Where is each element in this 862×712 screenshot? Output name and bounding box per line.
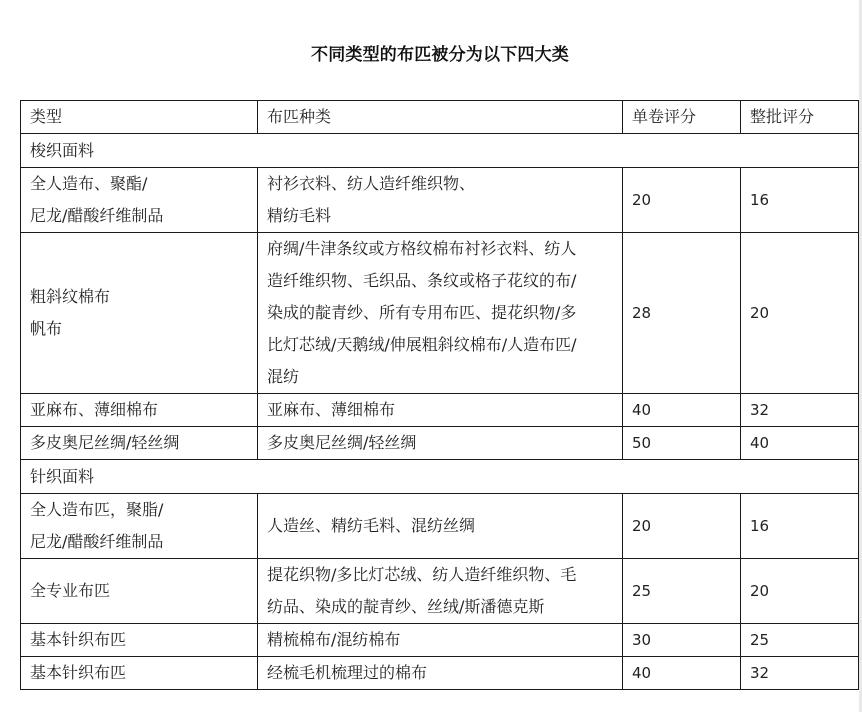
section-label: 梭织面料 — [21, 134, 859, 168]
fabric-cell — [258, 559, 623, 624]
single-score-cell: 20 — [623, 168, 741, 233]
single-score-cell: 30 — [623, 624, 741, 657]
batch-score-cell: 16 — [741, 168, 859, 233]
batch-score-cell: 32 — [741, 657, 859, 690]
fabric-line: 染成的靛青纱、所有专用布匹、提花织物/多 — [267, 303, 577, 322]
table-row — [21, 394, 859, 427]
fabric-cell: 经梳毛机梳理过的棉布 — [258, 657, 623, 690]
table-row — [21, 168, 859, 233]
section-row-knitted — [21, 460, 859, 494]
fabric-line: 府绸/牛津条纹或方格纹棉布衬衫衣料、纺人 — [267, 239, 577, 258]
type-cell: 基本针织布匹 — [21, 624, 258, 657]
fabric-cell: 人造丝、精纺毛料、混纺丝绸 — [258, 494, 623, 559]
batch-score-cell: 20 — [741, 233, 859, 394]
batch-score-cell: 20 — [741, 559, 859, 624]
type-line: 粗斜纹棉布 — [30, 287, 111, 306]
fabric-line: 混纺 — [267, 367, 300, 386]
batch-score-cell: 25 — [741, 624, 859, 657]
type-cell: 亚麻布、薄细棉布 — [21, 394, 258, 427]
batch-score-cell: 40 — [741, 427, 859, 460]
page-title: 不同类型的布匹被分为以下四大类 — [311, 45, 569, 65]
fabric-line: 造纤维织物、毛织品、条纹或格子花纹的布/ — [267, 271, 577, 290]
table-header-row — [21, 101, 859, 134]
single-score-cell: 40 — [623, 657, 741, 690]
type-line: 全人造布匹，聚脂/ — [30, 500, 164, 519]
single-score-cell: 20 — [623, 494, 741, 559]
type-line: 尼龙/醋酸纤维制品 — [30, 206, 164, 225]
fabric-cell: 亚麻布、薄细棉布 — [258, 394, 623, 427]
single-score-cell: 40 — [623, 394, 741, 427]
table-row — [21, 427, 859, 460]
section-row-woven — [21, 134, 859, 168]
table-row — [21, 559, 859, 624]
table-row — [21, 233, 859, 394]
type-cell — [21, 494, 258, 559]
header-batch-score: 整批评分 — [741, 101, 859, 134]
type-cell — [21, 168, 258, 233]
single-score-cell: 25 — [623, 559, 741, 624]
single-score-cell: 28 — [623, 233, 741, 394]
header-single-roll-score: 单卷评分 — [623, 101, 741, 134]
fabric-cell — [258, 168, 623, 233]
type-line: 尼龙/醋酸纤维制品 — [30, 532, 164, 551]
fabric-line: 提花织物/多比灯芯绒、纺人造纤维织物、毛 — [267, 565, 577, 584]
fabric-cell: 多皮奥尼丝绸/轻丝绸 — [258, 427, 623, 460]
fabric-line: 纺品、染成的靛青纱、丝绒/斯潘德克斯 — [267, 597, 545, 616]
table-row — [21, 494, 859, 559]
fabric-rating-table — [20, 100, 859, 690]
fabric-line: 精纺毛料 — [267, 206, 332, 225]
batch-score-cell: 32 — [741, 394, 859, 427]
type-line: 帆布 — [30, 319, 63, 338]
fabric-cell — [258, 233, 623, 394]
fabric-cell: 精梳棉布/混纺棉布 — [258, 624, 623, 657]
section-label: 针织面料 — [21, 460, 859, 494]
type-line: 全人造布、聚酯/ — [30, 174, 148, 193]
header-fabric: 布匹种类 — [258, 101, 623, 134]
type-cell — [21, 233, 258, 394]
header-type: 类型 — [21, 101, 258, 134]
type-cell: 多皮奥尼丝绸/轻丝绸 — [21, 427, 258, 460]
table-row — [21, 657, 859, 690]
batch-score-cell: 16 — [741, 494, 859, 559]
type-cell: 基本针织布匹 — [21, 657, 258, 690]
table-row — [21, 624, 859, 657]
fabric-line: 比灯芯绒/天鹅绒/伸展粗斜纹棉布/人造布匹/ — [267, 335, 577, 354]
single-score-cell: 50 — [623, 427, 741, 460]
fabric-line: 衬衫衣料、纺人造纤维织物、 — [267, 174, 476, 193]
type-cell: 全专业布匹 — [21, 559, 258, 624]
